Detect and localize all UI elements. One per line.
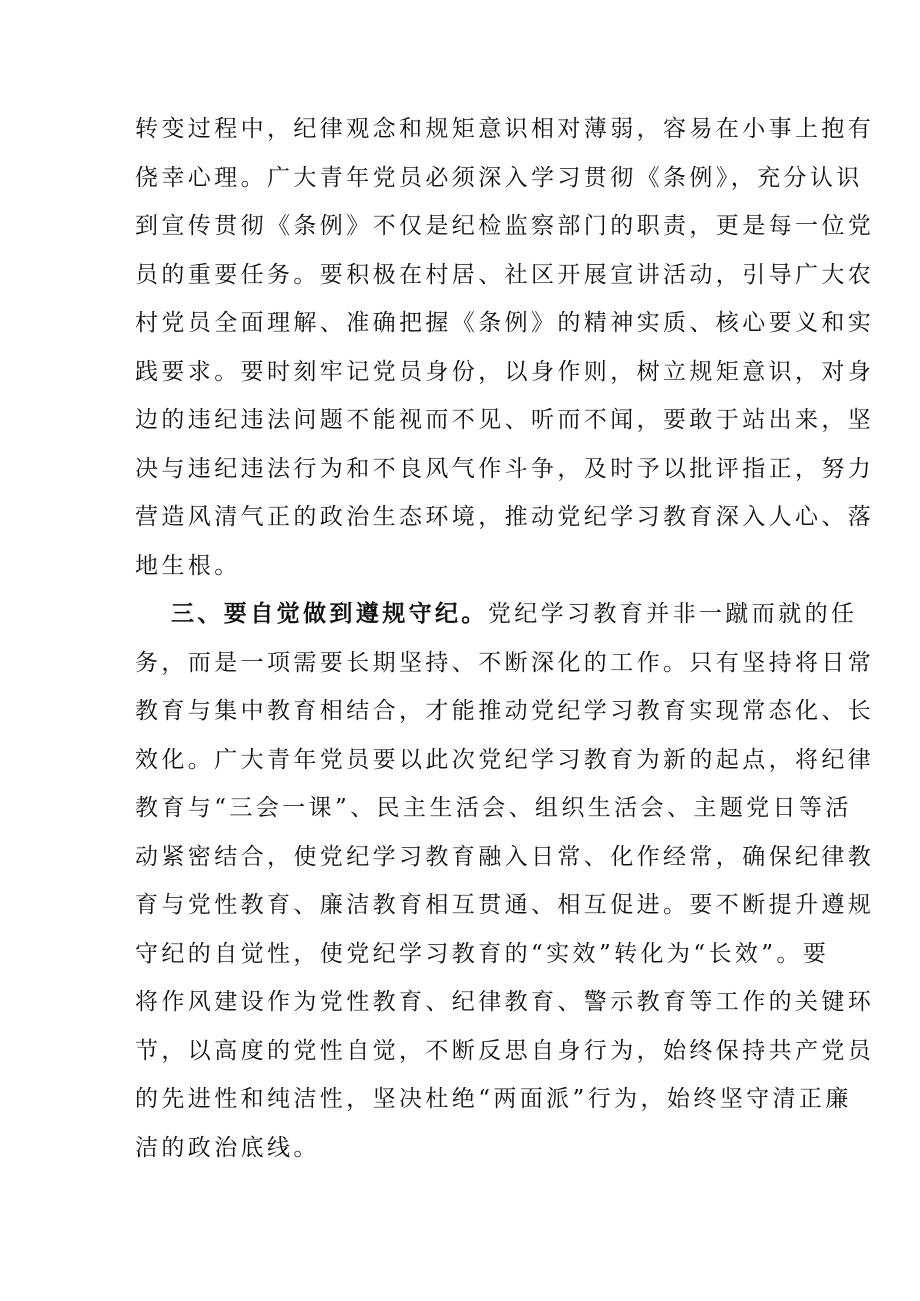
paragraph-line: 节，以高度的党性自觉，不断反思自身行为，始终保持共产党员: [135, 1037, 875, 1064]
paragraph-line: 育与党性教育、廉洁教育相互贯通、相互促进。要不断提升遵规: [135, 892, 875, 918]
paragraph-line: 到宣传贯彻《条例》不仅是纪检监察部门的职责，更是每一位党: [135, 213, 875, 239]
paragraph-line: 教育与集中教育相结合，才能推动党纪学习教育实现常态化、长: [135, 698, 875, 724]
paragraph-line: 将作风建设作为党性教育、纪律教育、警示教育等工作的关键环: [135, 989, 875, 1015]
paragraph-line: 营造风清气正的政治生态环境，推动党纪学习教育深入人心、落: [135, 504, 875, 530]
paragraph-line: 决与违纪违法行为和不良风气作斗争，及时予以批评指正，努力: [135, 455, 875, 482]
paragraph-line: 动紧密结合，使党纪学习教育融入日常、化作经常，确保纪律教: [135, 843, 875, 870]
paragraph-first-line: [135, 590, 858, 639]
paragraph-1: [135, 105, 875, 590]
paragraph-2: [135, 590, 875, 1172]
paragraph-line: 践要求。要时刻牢记党员身份，以身作则，树立规矩意识，对身: [135, 358, 875, 385]
paragraph-line: 务，而是一项需要长期坚持、不断深化的工作。只有坚持将日常: [135, 649, 875, 676]
paragraph-line: 守纪的自觉性，使党纪学习教育的“实效”转化为“长效”。要: [135, 940, 830, 967]
document-body: [135, 105, 875, 1172]
paragraph-line: 效化。广大青年党员要以此次党纪学习教育为新的起点，将纪律: [135, 746, 875, 773]
paragraph-line: 地生根。: [135, 552, 241, 579]
paragraph-line: 转变过程中，纪律观念和规矩意识相对薄弱，容易在小事上抱有: [135, 116, 875, 142]
paragraph-line: 村党员全面理解、准确把握《条例》的精神实质、核心要义和实: [135, 310, 875, 336]
paragraph-line: 的先进性和纯洁性，坚决杜绝“两面派”行为，始终坚守清正廉: [135, 1086, 852, 1112]
paragraph-line: 教育与“三会一课”、民主生活会、组织生活会、主题党日等活: [135, 795, 852, 821]
paragraph-line: 侥幸心理。广大青年党员必须深入学习贯彻《条例》，充分认识: [135, 164, 863, 191]
paragraph-line: 洁的政治底线。: [135, 1134, 320, 1161]
paragraph-line: 边的违纪违法问题不能视而不见、听而不闻，要敢于站出来，坚: [135, 407, 875, 433]
paragraph-line-rest: 党纪学习教育并非一蹴而就的任: [487, 601, 858, 627]
section-heading: 三、要自觉做到遵规守纪。: [171, 601, 488, 627]
paragraph-line: 员的重要任务。要积极在村居、社区开展宣讲活动，引导广大农: [135, 261, 875, 288]
